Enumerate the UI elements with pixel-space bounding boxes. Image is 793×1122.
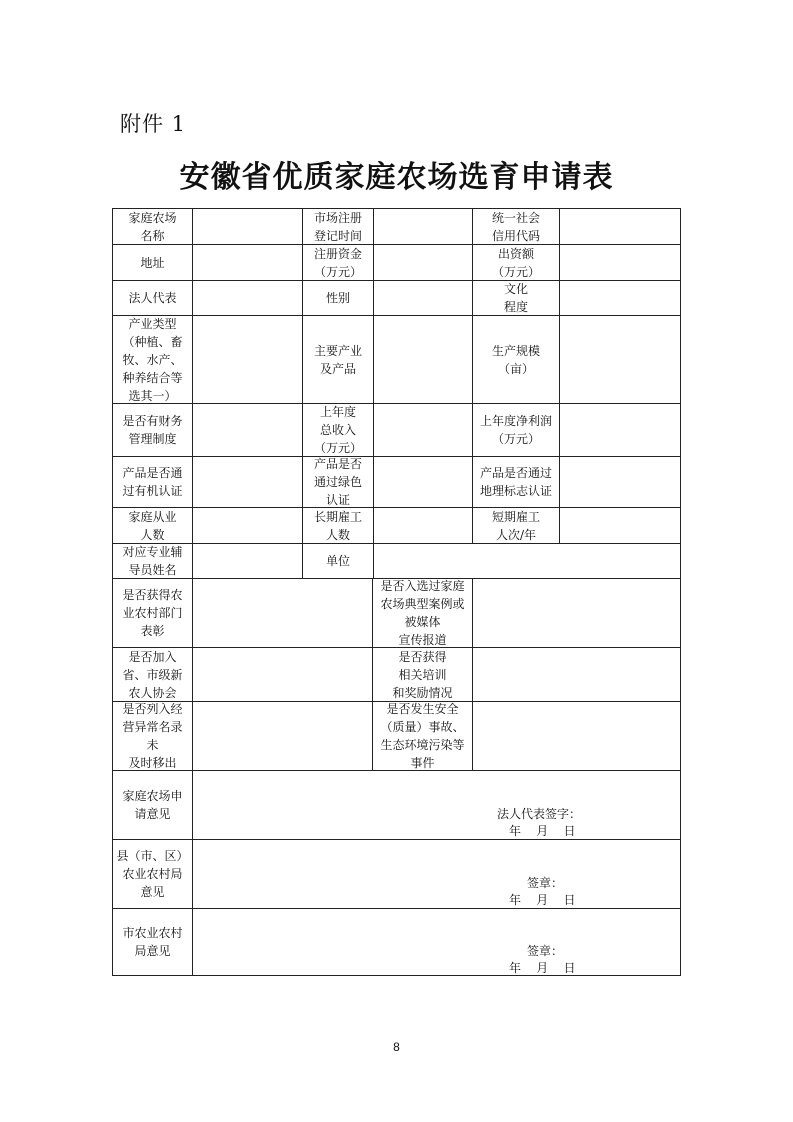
organic-cert-label: 产品是否通 过有机认证 — [112, 456, 193, 508]
farm-opinion-date: 年 月 日 — [509, 824, 576, 838]
association-label: 是否加入 省、市级新 农人协会 — [112, 647, 193, 702]
attachment-label: 附件 1 — [120, 112, 187, 136]
address-label: 地址 — [112, 244, 193, 281]
farm-opinion-label: 家庭农场申 请意见 — [112, 770, 193, 840]
county-opinion-field[interactable] — [192, 839, 681, 909]
short-term-workers-field[interactable] — [559, 507, 681, 544]
organic-cert-field[interactable] — [192, 456, 303, 508]
green-cert-label: 产品是否 通过绿色 认证 — [302, 456, 374, 508]
farm-opinion-field[interactable] — [192, 770, 681, 840]
long-term-workers-field[interactable] — [373, 507, 473, 544]
form-title: 安徽省优质家庭农场选育申请表 — [179, 160, 614, 195]
gender-field[interactable] — [373, 280, 473, 316]
city-opinion-date: 年 月 日 — [509, 961, 576, 975]
industry-type-field[interactable] — [192, 315, 303, 404]
last-year-profit-field[interactable] — [559, 403, 681, 457]
city-seal-label: 签章： — [527, 944, 564, 958]
legal-sign-label: 法人代表签字： — [497, 807, 582, 821]
geo-cert-field[interactable] — [559, 456, 681, 508]
credit-code-label: 统一社会 信用代码 — [472, 208, 560, 245]
instructor-name-label: 对应专业辅 导员姓名 — [112, 543, 193, 579]
education-label: 文化 程度 — [472, 280, 560, 316]
financial-system-field[interactable] — [192, 403, 303, 457]
last-year-profit-label: 上年度净利润 （万元） — [472, 403, 560, 457]
safety-incident-label: 是否发生安全 （质量）事故、 生态环境污染等 事件 — [372, 701, 473, 771]
last-year-income-label: 上年度 总收入 （万元） — [302, 403, 374, 457]
dept-commend-field[interactable] — [192, 578, 373, 648]
dept-commend-label: 是否获得农 业农村部门 表彰 — [112, 578, 193, 648]
reg-capital-label: 注册资金 （万元） — [302, 244, 374, 281]
county-seal-label: 签章： — [527, 876, 564, 890]
market-reg-time-field[interactable] — [373, 208, 473, 245]
legal-rep-field[interactable] — [192, 280, 303, 316]
instructor-name-field[interactable] — [192, 543, 303, 579]
city-opinion-label: 市农业农村 局意见 — [112, 908, 193, 976]
production-scale-label: 生产规模 （亩） — [472, 315, 560, 404]
unit-label: 单位 — [302, 543, 374, 579]
education-field[interactable] — [559, 280, 681, 316]
farm-name-field[interactable] — [192, 208, 303, 245]
green-cert-field[interactable] — [373, 456, 473, 508]
training-field[interactable] — [472, 647, 681, 702]
production-scale-field[interactable] — [559, 315, 681, 404]
abnormal-list-label: 是否列入经 营异常名录 未 及时移出 — [112, 701, 193, 771]
main-products-field[interactable] — [373, 315, 473, 404]
training-label: 是否获得 相关培训 和奖励情况 — [372, 647, 473, 702]
last-year-income-field[interactable] — [373, 403, 473, 457]
main-products-label: 主要产业 及产品 — [302, 315, 374, 404]
family-workers-field[interactable] — [192, 507, 303, 544]
county-opinion-date: 年 月 日 — [509, 893, 576, 907]
reg-capital-field[interactable] — [373, 244, 473, 281]
address-field[interactable] — [192, 244, 303, 281]
credit-code-field[interactable] — [559, 208, 681, 245]
unit-field[interactable] — [373, 543, 681, 579]
contribution-field[interactable] — [559, 244, 681, 281]
page-number: 8 — [393, 1040, 400, 1054]
short-term-workers-label: 短期雇工 人次/年 — [472, 507, 560, 544]
contribution-label: 出资额 （万元） — [472, 244, 560, 281]
city-opinion-field[interactable] — [192, 908, 681, 976]
legal-rep-label: 法人代表 — [112, 280, 193, 316]
safety-incident-field[interactable] — [472, 701, 681, 771]
association-field[interactable] — [192, 647, 373, 702]
abnormal-list-field[interactable] — [192, 701, 373, 771]
typical-case-field[interactable] — [472, 578, 681, 648]
gender-label: 性别 — [302, 280, 374, 316]
farm-name-label: 家庭农场 名称 — [112, 208, 193, 245]
geo-cert-label: 产品是否通过 地理标志认证 — [472, 456, 560, 508]
family-workers-label: 家庭从业 人数 — [112, 507, 193, 544]
long-term-workers-label: 长期雇工 人数 — [302, 507, 374, 544]
industry-type-label: 产业类型 （种植、畜 牧、水产、 种养结合等 选其一） — [112, 315, 193, 404]
typical-case-label: 是否入选过家庭 农场典型案例或 被媒体 宣传报道 — [372, 578, 473, 648]
county-opinion-label: 县（市、区） 农业农村局 意见 — [112, 839, 193, 909]
market-reg-time-label: 市场注册 登记时间 — [302, 208, 374, 245]
financial-system-label: 是否有财务 管理制度 — [112, 403, 193, 457]
